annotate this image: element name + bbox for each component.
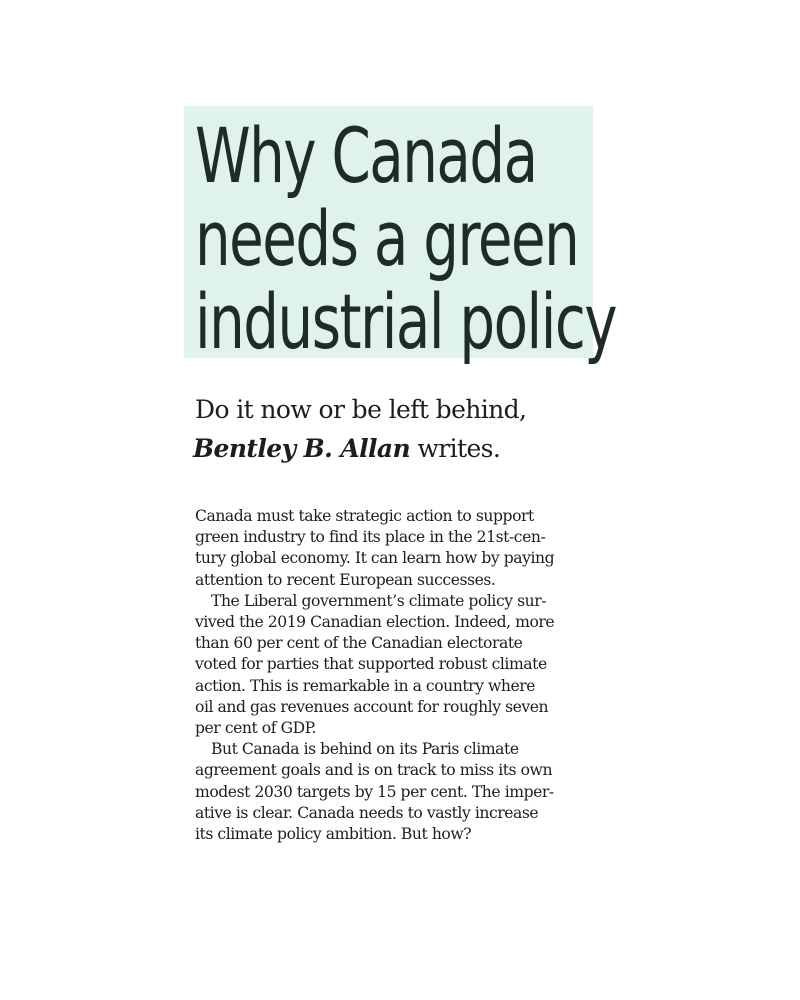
headline (195, 111, 617, 366)
body-line: tury global economy. It can learn how by paying (195, 549, 555, 568)
deck-line: Do it now or be left behind, (195, 395, 527, 424)
deck-byline-rest: writes. (410, 434, 501, 463)
body-line: attention to recent European successes. (195, 570, 496, 589)
author-name: Bentley B. Allan (193, 434, 411, 463)
body-line: its climate policy ambition. But how? (195, 825, 472, 844)
body-line: agreement goals and is on track to miss its own (195, 761, 553, 780)
body-line: vived the 2019 Canadian election. Indeed, more (195, 613, 555, 632)
body-line: But Canada is behind on its Paris climate (211, 740, 519, 759)
body-line: than 60 per cent of the Canadian electorate (195, 634, 523, 653)
headline-line: Why Canada (195, 111, 537, 200)
body-line: green industry to find its place in the 21st-cen- (195, 528, 546, 547)
headline-line: needs a green (195, 194, 579, 283)
headline-line: industrial policy (195, 277, 617, 366)
body-line: per cent of GDP. (195, 719, 317, 738)
body-line: ative is clear. Canada needs to vastly increase (195, 803, 539, 822)
body-line: oil and gas revenues account for roughly seven (195, 697, 549, 716)
article-body (195, 506, 595, 845)
body-line: Canada must take strategic action to support (195, 507, 534, 525)
body-line: action. This is remarkable in a country where (195, 676, 536, 695)
body-line: The Liberal government’s climate policy sur- (211, 591, 547, 610)
deck-byline (193, 429, 526, 468)
body-line: voted for parties that supported robust climate (195, 655, 547, 674)
deck (195, 390, 526, 468)
body-line: modest 2030 targets by 15 per cent. The imper- (195, 782, 554, 801)
